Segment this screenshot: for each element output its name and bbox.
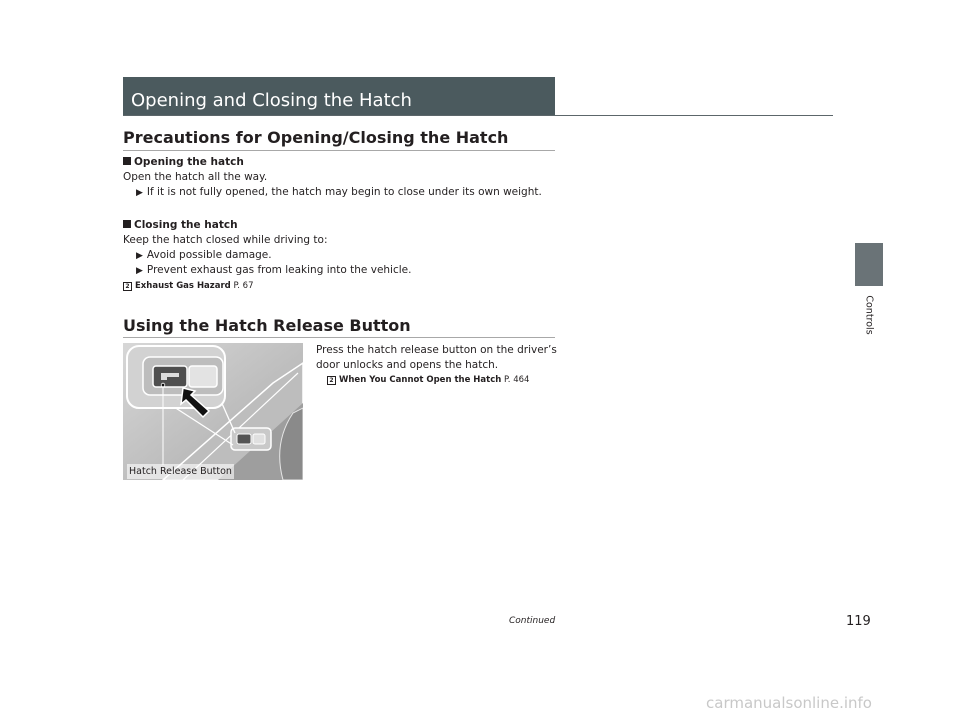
opening-text: Open the hatch all the way.	[123, 171, 268, 183]
reference-cannot-open[interactable]: 2 When You Cannot Open the Hatch P. 464	[327, 374, 529, 386]
closing-bullet-1: ▶ Avoid possible damage.	[136, 249, 272, 261]
continued-label: Continued	[509, 616, 556, 626]
page-title: Opening and Closing the Hatch	[131, 90, 412, 111]
subheading-closing: Closing the hatch	[123, 218, 238, 232]
title-rule	[123, 115, 833, 116]
triangle-arrow-icon: ▶	[136, 251, 143, 261]
triangle-arrow-icon: ▶	[136, 188, 143, 198]
page-title-bar	[123, 77, 555, 115]
reference-icon: 2	[327, 376, 336, 385]
section-rule	[123, 150, 555, 151]
hatch-release-illustration	[123, 343, 303, 480]
watermark: carmanualsonline.info	[706, 694, 872, 712]
section-rule	[123, 337, 555, 338]
section-title-release: Using the Hatch Release Button	[123, 316, 411, 335]
reference-exhaust-gas[interactable]: 2 Exhaust Gas Hazard P. 67	[123, 280, 253, 292]
closing-text: Keep the hatch closed while driving to:	[123, 234, 328, 246]
square-bullet-icon	[123, 220, 131, 228]
triangle-arrow-icon: ▶	[136, 266, 143, 276]
side-tab-label: Controls	[863, 295, 875, 335]
opening-bullet: ▶ If it is not fully opened, the hatch may begin to close under its own weight.	[136, 186, 542, 198]
release-text-line2: door unlocks and opens the hatch.	[316, 359, 499, 371]
side-tab	[855, 243, 883, 286]
release-text-line1: Press the hatch release button on the driver’s	[316, 344, 557, 356]
subheading-opening: Opening the hatch	[123, 155, 244, 169]
square-bullet-icon	[123, 157, 131, 165]
section-title-precautions: Precautions for Opening/Closing the Hatch	[123, 128, 509, 147]
illustration-caption: Hatch Release Button	[129, 466, 232, 477]
closing-bullet-2: ▶ Prevent exhaust gas from leaking into the vehicle.	[136, 264, 412, 276]
reference-icon: 2	[123, 282, 132, 291]
page-number: 119	[846, 614, 871, 629]
